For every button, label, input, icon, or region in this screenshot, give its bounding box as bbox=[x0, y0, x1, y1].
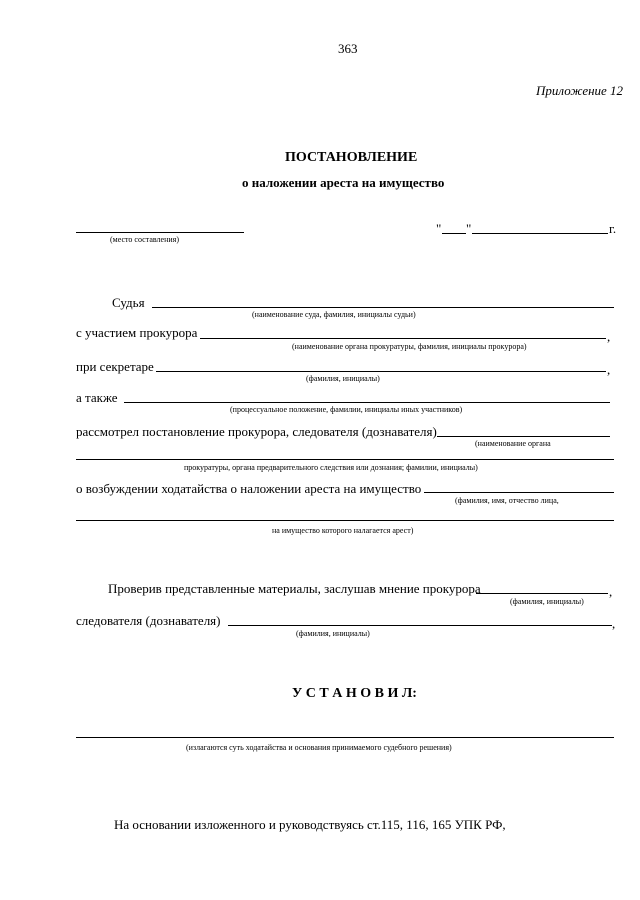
appendix-label: Приложение 12 bbox=[536, 83, 624, 98]
considered-line bbox=[437, 436, 610, 437]
established-heading: У С Т А Н О В И Л: bbox=[292, 686, 417, 701]
date-month-line bbox=[472, 233, 608, 234]
investigator-caption: (фамилия, инициалы) bbox=[296, 629, 370, 638]
judge-label: Судья bbox=[112, 295, 145, 310]
date-year-suffix: г. bbox=[609, 221, 617, 236]
secretary-label: при секретаре bbox=[76, 359, 154, 374]
document-title: ПОСТАНОВЛЕНИЕ bbox=[285, 150, 418, 165]
document-subtitle: о наложении ареста на имущество bbox=[242, 175, 445, 190]
also-caption: (процессуальное положение, фамилии, инициалы иных участников) bbox=[230, 405, 463, 414]
date-open-quote: " bbox=[436, 221, 442, 236]
place-caption: (место составления) bbox=[110, 235, 179, 244]
page-number: 363 bbox=[338, 41, 358, 56]
basis-text: На основании изложенного и руководствуясь ст.115, 116, 165 УПК РФ, bbox=[114, 817, 506, 832]
considered-line-2 bbox=[76, 459, 614, 460]
also-label: а также bbox=[76, 390, 118, 405]
secretary-comma: , bbox=[607, 362, 611, 377]
reviewed-line bbox=[476, 593, 608, 594]
date-day-line bbox=[442, 233, 466, 234]
petition-line bbox=[424, 492, 614, 493]
place-line bbox=[76, 232, 244, 233]
prosecutor-line bbox=[200, 338, 606, 339]
investigator-comma: , bbox=[612, 616, 616, 631]
prosecutor-caption: (наименование органа прокуратуры, фамилия, инициалы прокурора) bbox=[292, 342, 527, 351]
judge-line bbox=[152, 307, 614, 308]
reviewed-comma: , bbox=[609, 584, 613, 599]
considered-label: рассмотрел постановление прокурора, следователя (дознавателя) bbox=[76, 424, 437, 439]
also-line bbox=[124, 402, 610, 403]
established-line bbox=[76, 737, 614, 738]
investigator-label: следователя (дознавателя) bbox=[76, 613, 221, 628]
considered-caption-1: (наименование органа bbox=[475, 439, 551, 448]
reviewed-label: Проверив представленные материалы, заслушав мнение прокурора bbox=[108, 581, 481, 596]
judge-caption: (наименование суда, фамилия, инициалы судьи) bbox=[252, 310, 416, 319]
considered-caption-2: прокуратуры, органа предварительного следствия или дознания; фамилии, инициалы) bbox=[184, 463, 478, 472]
petition-line-2 bbox=[76, 520, 614, 521]
secretary-line bbox=[156, 371, 606, 372]
prosecutor-comma: , bbox=[607, 329, 611, 344]
date-close-quote: " bbox=[466, 221, 472, 236]
investigator-line bbox=[228, 625, 612, 626]
prosecutor-label: с участием прокурора bbox=[76, 325, 198, 340]
petition-label: о возбуждении ходатайства о наложении ареста на имущество bbox=[76, 481, 422, 496]
petition-caption-1: (фамилия, имя, отчество лица, bbox=[455, 496, 559, 505]
secretary-caption: (фамилия, инициалы) bbox=[306, 374, 380, 383]
reviewed-caption: (фамилия, инициалы) bbox=[510, 597, 584, 606]
petition-caption-2: на имущество которого налагается арест) bbox=[272, 526, 414, 535]
established-caption: (излагаются суть ходатайства и основания принимаемого судебного решения) bbox=[186, 743, 452, 752]
